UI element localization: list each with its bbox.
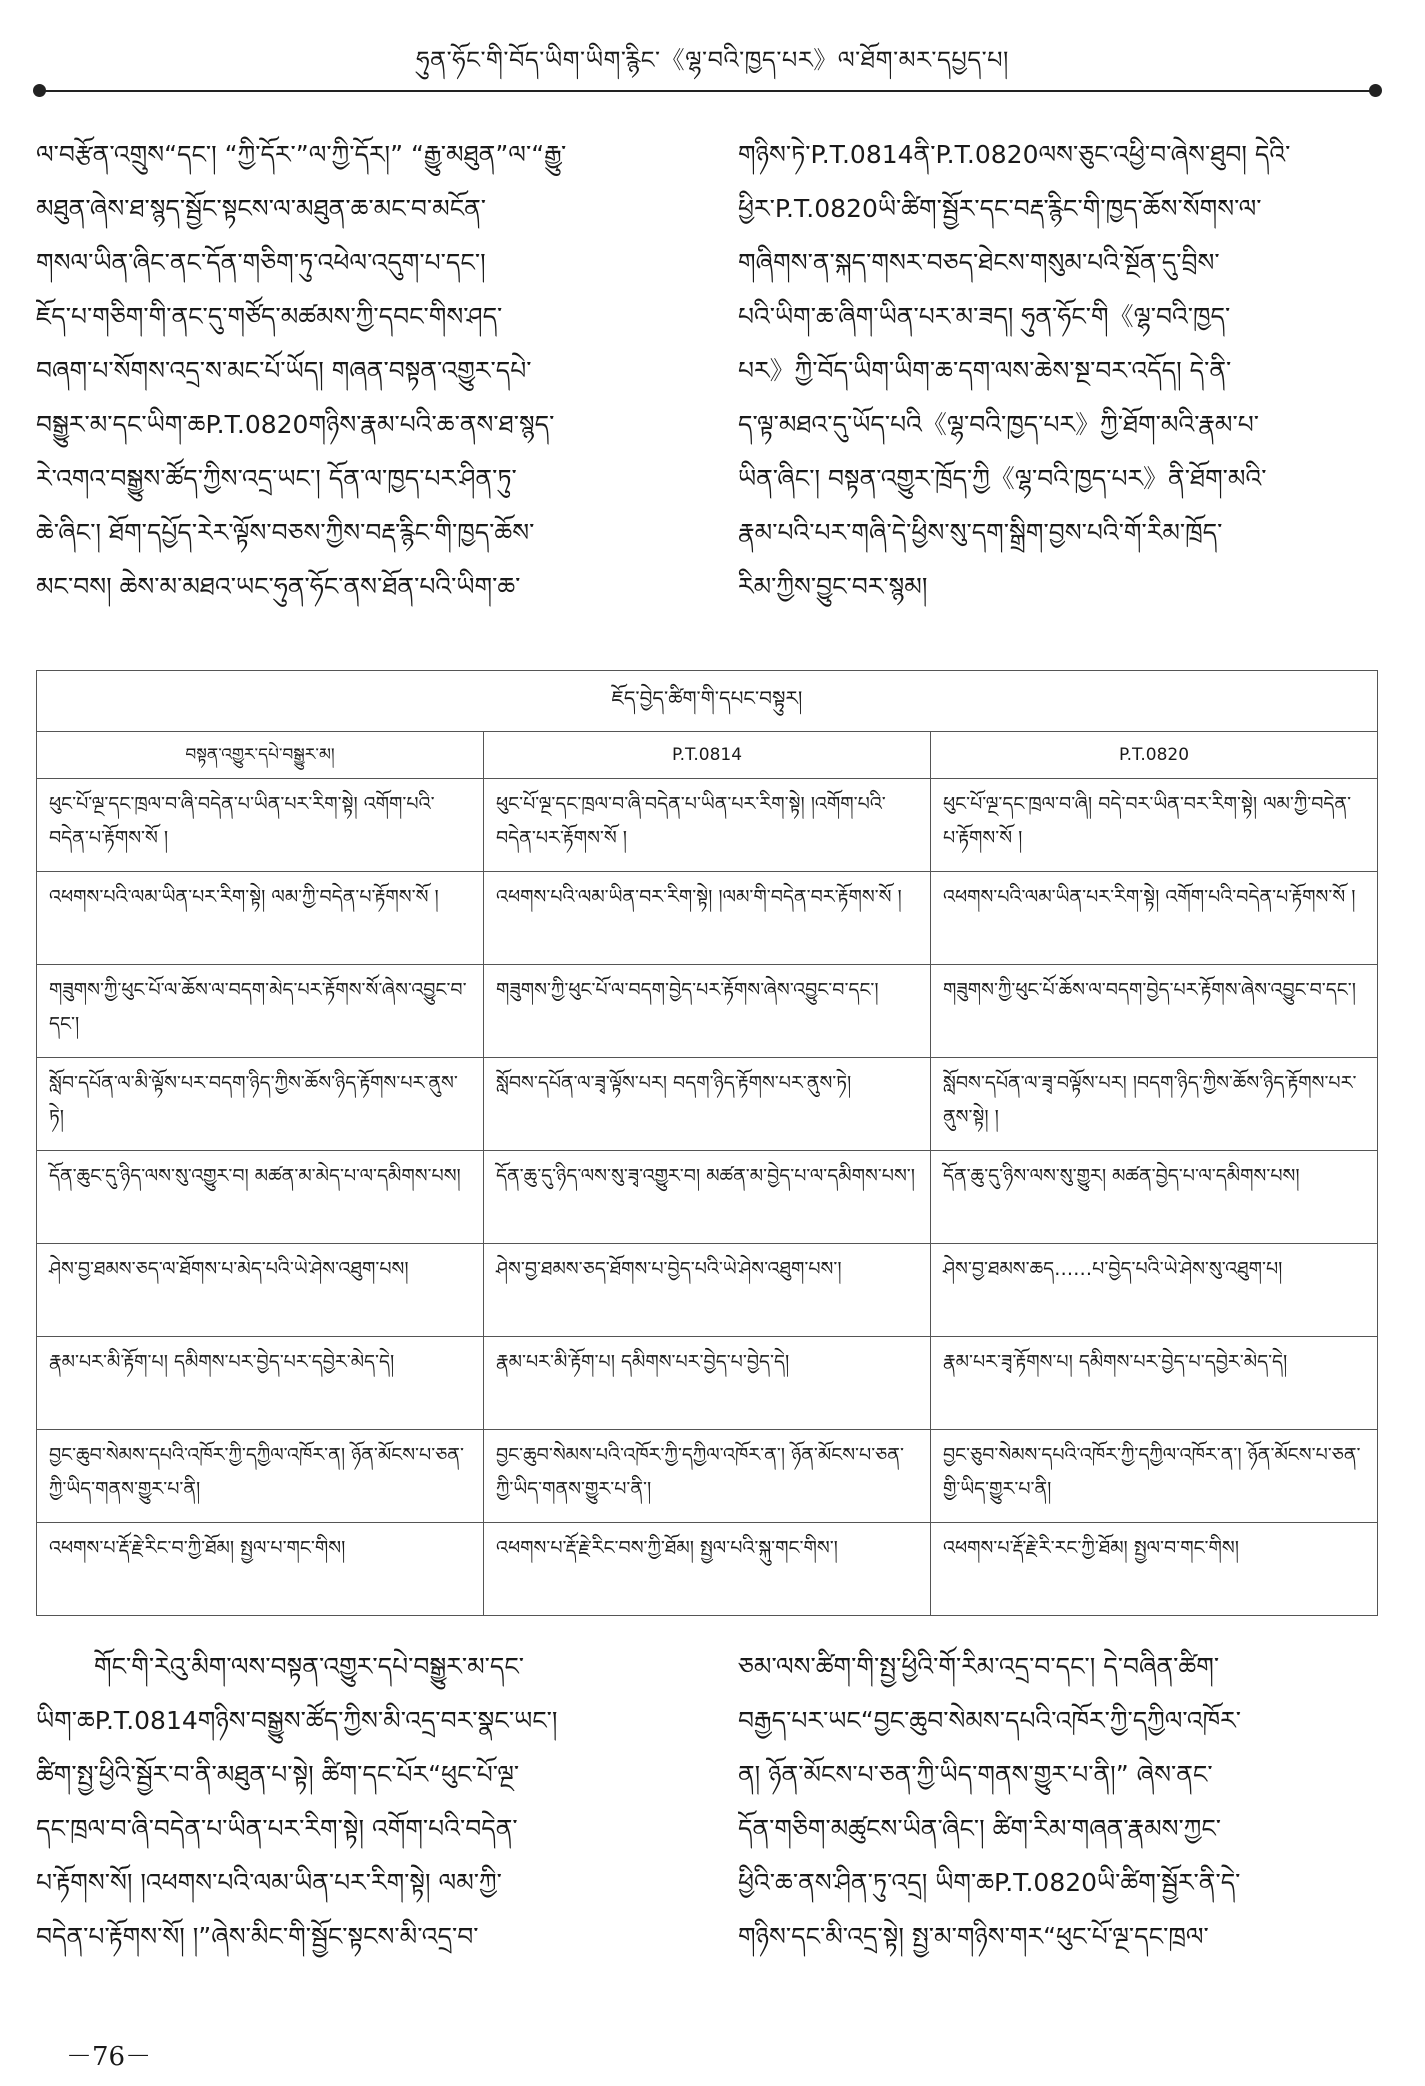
text-line: ཅམ་ལས་ཚིག་གི་སྤྱ་ཕྱིའི་གོ་རིམ་འདྲ་བ་དང་། དེ་བཞིན་ཚིག་ — [738, 1652, 1220, 1681]
body-bottom-left-column — [36, 1640, 686, 1964]
table-row — [37, 1523, 1378, 1616]
table-cell: འཕགས་པའི་ལམ་ཡིན་བར་རིག་སྟེ། །ལམ་གི་བདེན་བར་རྟོགས་སོ ། — [484, 872, 931, 965]
text-line: བཞག་པ་སོགས་འདྲ་ས་མང་པོ་ཡོད། གཞན་བསྟན་འགྱུར་དཔེ་ — [36, 356, 532, 385]
text-line: པར》ཀྱི་བོད་ཡིག་ཡིག་ཆ་དག་ལས་ཆེས་སྔ་བར་འདོད། དེ་ནི་ — [738, 356, 1232, 385]
text-line: ཕྱིར་P.T.0820ཡི་ཚིག་སྦྱོར་དང་བརྡ་རྙིང་གི་ཁྱད་ཆོས་སོགས་ལ་ — [738, 194, 1262, 223]
text-line: ཚིག་སྤྱ་ཕྱིའི་སྦྱོར་བ་ནི་མཐུན་པ་སྟེ། ཚིག་དང་པོར“ཕུང་པོ་ལྔ་ — [36, 1760, 520, 1789]
text-line: གཉིས་ཏེ་P.T.0814ནི་P.T.0820ལས་ཅུང་འཕྱི་བ་ཞེས་ཐུབ། དེའི་ — [738, 140, 1291, 169]
text-line: མང་བས། ཆེས་མ་མཐའ་ཡང་ཧུན་ཧོང་ནས་ཐོན་པའི་ཡིག་ཆ་ — [36, 572, 521, 601]
table-row — [37, 1058, 1378, 1151]
table-row — [37, 1337, 1378, 1430]
table-row — [37, 965, 1378, 1058]
table-cell: སློབ་དཔོན་ལ་མི་ལྟོས་པར་བདག་ཉིད་ཀྱིས་ཆོས་ཉིད་རྟོགས་པར་ནུས་ཏེ། — [37, 1058, 484, 1151]
table-cell: དོན་ཆུ་དུ་ཉིད་ལས་སུ་ཟྭ་འགྱུར་བ། མཚན་མ་བྱེད་པ་ལ་དམིགས་པས་། — [484, 1151, 931, 1244]
table-row — [37, 1151, 1378, 1244]
text-line: དང་ཁྲལ་བ་ཞི་བདེན་པ་ཡིན་པར་རིག་སྟེ། འགོག་པའི་བདེན་ — [36, 1814, 518, 1843]
table-cell: དོན་ཆུ་དུ་ཉིས་ལས་སུ་གྱུར། མཚན་བྱེད་པ་ལ་དམིགས་པས། — [931, 1151, 1378, 1244]
table-cell: འཕགས་པ་རྡོ་རྗེ་རིང་བ་ཀྱི་ཐོམ། སྤྱལ་པ་གང་གིས། — [37, 1523, 484, 1616]
table-row — [37, 1244, 1378, 1337]
rule-dot-right — [1369, 84, 1382, 97]
text-line: དོན་གཅིག་མཚུངས་ཡིན་ཞིང་། ཚིག་རིམ་གཞན་རྣམས་ཀྱང་ — [738, 1814, 1222, 1843]
table-cell: གཟུགས་ཀྱི་ཕུང་པོ་ལ་ཆོས་ལ་བདག་མེད་པར་རྟོགས་སོ་ཞེས་འབྱུང་བ་དང་། — [37, 965, 484, 1058]
body-bottom-right-column — [738, 1640, 1388, 1964]
text-line: ཡིན་ཞིང་། བསྟན་འགྱུར་ཁྲོད་ཀྱི《ལྷ་བའི་ཁྱད་པར》ནི་ཐོག་མའི་ — [738, 464, 1267, 493]
table-cell: རྣམ་པར་མི་རྟོག་པ། དམིགས་པར་བྱེད་པ་བྱེད་དེ། — [484, 1337, 931, 1430]
table-cell: བྱང་ཆུབ་སེམས་དཔའི་འཁོར་ཀྱི་དཀྱིལ་འཁོར་ན། ཉོན་མོངས་པ་ཅན་ཀྱི་ཡིད་གནས་གྱུར་པ་ནི། — [37, 1430, 484, 1523]
text-line: རིམ་ཀྱིས་བྱུང་བར་སྙམ། — [738, 572, 928, 601]
text-line: བསྒྱུར་མ་དང་ཡིག་ཆP.T.0820གཉིས་རྣམ་པའི་ཆ་ནས་ཐ་སྙད་ — [36, 410, 555, 439]
table-cell: ཤེས་བྱ་ཐམས་ཅད་ལ་ཐོགས་པ་མེད་པའི་ཡེ་ཤེས་འཐུག་པས། — [37, 1244, 484, 1337]
table-row — [37, 779, 1378, 872]
column-header: བསྟན་འགྱུར་དཔེ་བསྒྱུར་མ། — [37, 732, 484, 779]
table-cell: ཕུང་པོ་ལྔ་དང་ཁྲལ་བ་ཞི་བདེན་པ་ཡིན་པར་རིག་སྟེ། འགོག་པའི་བདེན་པ་རྟོགས་སོ ། — [37, 779, 484, 872]
table-cell: གཟུགས་ཀྱི་ཕུང་པོ་ལ་བདག་བྱེད་པར་རྟོགས་ཞེས་འབྱུང་བ་དང་། — [484, 965, 931, 1058]
page-number: －76－ — [66, 2042, 152, 2072]
running-header: ཧུན་ཧོང་གི་བོད་ཡིག་ཡིག་རྙིང་《ལྷ་བའི་ཁྱད་པར》ལ་ཐོག་མར་དཔྱད་པ། — [416, 46, 1009, 74]
table-cell: ཕུང་པོ་ལྔ་དང་ཁྲལ་བ་ཞི་བདེན་པ་ཡིན་པར་རིག་སྟེ། །འགོག་པའི་བདེན་པར་རྟོགས་སོ ། — [484, 779, 931, 872]
text-line: པ་རྟོགས་སོ། །འཕགས་པའི་ལམ་ཡིན་པར་རིག་སྟེ། ལམ་ཀྱི་ — [36, 1868, 502, 1897]
text-line: མཐུན་ཞེས་ཐ་སྙད་སྦྱོང་སྟངས་ལ་མཐུན་ཆ་མང་བ་མངོན་ — [36, 194, 487, 223]
text-line: བརྒྱད་པར་ཡང“བྱང་ཆུབ་སེམས་དཔའི་འཁོར་ཀྱི་དཀྱིལ་འཁོར་ — [738, 1706, 1242, 1735]
table-cell: རྣམ་པར་ཟྭ་རྟོགས་པ། དམིགས་པར་བྱེད་པ་དབྱེར་མེད་དེ། — [931, 1337, 1378, 1430]
text-line: ད་ལྟ་མཐའ་དུ་ཡོད་པའི《ལྷ་བའི་ཁྱད་པར》ཀྱི་ཐོག་མའི་རྣམ་པ་ — [738, 410, 1259, 439]
table-cell: རྣམ་པར་མི་རྟོག་པ། དམིགས་པར་བྱེད་པར་དབྱེར་མེད་དེ། — [37, 1337, 484, 1430]
header-rule — [38, 90, 1376, 92]
text-line: ཆེ་ཞིང་། ཐོག་དཔྱོད་རེར་ལྟོས་བཅས་ཀྱིས་བརྡ་རྙིང་གི་ཁྱད་ཆོས་ — [36, 518, 535, 547]
table-cell: ཤེས་བྱ་ཐམས་ཅད་ཐོགས་པ་བྱེད་པའི་ཡེ་ཤེས་འཐུག་པས་། — [484, 1244, 931, 1337]
text-line: ཕྱིའི་ཆ་ནས་ཤིན་ཏུ་འདྲ། ཡིག་ཆP.T.0820ཡི་ཚིག་སྦྱོར་ནི་དེ་ — [738, 1868, 1241, 1897]
text-line: ཇོད་པ་གཅིག་གི་ནང་དུ་གཙོད་མཚམས་ཀྱི་དབང་གིས་ཤད་ — [36, 302, 503, 331]
comparison-table — [36, 670, 1378, 1616]
text-line: གཞིགས་ན་སྐད་གསར་བཅད་ཐེངས་གསུམ་པའི་སྔོན་དུ་བྲིས་ — [738, 248, 1220, 277]
text-line: གསལ་ཡིན་ཞིང་ནང་དོན་གཅིག་ཏུ་འཕེལ་འདུག་པ་དང་། — [36, 248, 486, 277]
text-line: རྣམ་པའི་པར་གཞི་དེ་ཕྱིས་སུ་དག་སྒྲིག་བྱས་པའི་གོ་རིམ་ཁྲོད་ — [738, 518, 1223, 547]
table-cell: ཕུང་པོ་ལྔ་དང་ཁྲལ་བ་ཞི། བདེ་བར་ཡིན་བར་རིག་སྟེ། ལམ་ཀྱི་བདེན་པ་རྟོགས་སོ ། — [931, 779, 1378, 872]
table-row — [37, 872, 1378, 965]
table-cell: འཕགས་པ་རྡོ་རྗེ་རི་རང་ཀྱི་ཐོམ། སྤྱལ་བ་གང་གིས། — [931, 1523, 1378, 1616]
table-cell: འཕགས་པ་རྡོ་རྗེ་རིང་བས་ཀྱི་ཐོམ། སྤྱལ་པའི་སྐུ་གང་གིས་། — [484, 1523, 931, 1616]
body-top-left-column — [36, 128, 686, 614]
table-cell: ཤེས་བྱ་ཐམས་ཆད……པ་བྱེད་པའི་ཡེ་ཤེས་སུ་འཐུག་པ། — [931, 1244, 1378, 1337]
table-cell: བྱང་ཅུབ་སེམས་དཔའི་འཁོར་ཀྱི་དཀྱིལ་འཁོར་ན་། ཉོན་མོངས་པ་ཅན་གྱི་ཡིད་གྱུར་པ་ནི། — [931, 1430, 1378, 1523]
text-line: གཉིས་དང་མི་འདྲ་སྟེ། སྤྱ་མ་གཉིས་གར“ཕུང་པོ་ལྔ་དང་ཁྲལ་ — [738, 1922, 1209, 1951]
text-line: ལ་བརྩོན་འགྲུས“དང་། “ཀྱི་དོར་”ལ་ཀྱི་དོར།” “རྒྱུ་མཐུན”ལ་“རྒྱུ་ — [36, 140, 567, 169]
text-line: པའི་ཡིག་ཆ་ཞིག་ཡིན་པར་མ་ཟད། ཧུན་ཧོང་གི《ལྷ་བའི་ཁྱད་ — [738, 302, 1231, 331]
table-cell: སློབས་དཔོན་ལ་ཟྭ་ལྟོས་པར། བདག་ཉིད་རྟོགས་པར་ནུས་ཏེ། — [484, 1058, 931, 1151]
text-line: ན། ཉོན་མོངས་པ་ཅན་ཀྱི་ཡིད་གནས་གྱུར་པ་ནི།” ཞེས་ནང་ — [738, 1760, 1213, 1789]
table-cell: གཟུགས་ཀྱི་ཕུང་པོ་ཆོས་ལ་བདག་བྱེད་པར་རྟོགས་ཞེས་འབྱུང་བ་དང་། — [931, 965, 1378, 1058]
column-header: P.T.0814 — [484, 732, 931, 779]
table-cell: འཕགས་པའི་ལམ་ཡིན་པར་རིག་སྟེ། ལམ་ཀྱི་བདེན་པ་རྟོགས་སོ ། — [37, 872, 484, 965]
text-line: གོང་གི་རེའུ་མིག་ལས་བསྟན་འགྱུར་དཔེ་བསྒྱུར་མ་དང་ — [94, 1652, 525, 1681]
body-top-right-column — [738, 128, 1388, 614]
text-line: ཡིག་ཆP.T.0814གཉིས་བསྒྱུས་ཚོད་ཀྱིས་མི་འདྲ་བར་སྣང་ཡང་། — [36, 1706, 558, 1735]
table-cell: བྱང་ཆུབ་སེམས་པའི་འཁོར་ཀྱི་དཀྱིལ་འཁོར་ན་། ཉོན་མོངས་པ་ཅན་ཀྱི་ཡིད་གནས་གྱུར་པ་ནི་། — [484, 1430, 931, 1523]
table-cell: དོན་ཆུང་དུ་ཉིད་ལས་སུ་འགྱུར་བ། མཚན་མ་མེད་པ་ལ་དམིགས་པས། — [37, 1151, 484, 1244]
table-cell: སློབས་དཔོན་ལ་ཟྭ་བལྟོས་པར། །བདག་ཉིད་ཀྱིས་ཆོས་ཉིད་རྟོགས་པར་ནུས་སྟེ། ། — [931, 1058, 1378, 1151]
text-line: བདེན་པ་རྟོགས་སོ། །”ཞེས་མིང་གི་སྦྱོང་སྟངས་མི་འདྲ་བ་ — [36, 1922, 479, 1951]
table-title: ཇོད་བྱེད་ཚིག་གི་དཔང་བསྟུར། — [37, 671, 1378, 732]
column-header: P.T.0820 — [931, 732, 1378, 779]
table-cell: འཕགས་པའི་ལམ་ཡིན་པར་རིག་སྟེ། འགོག་པའི་བདེན་པ་རྟོགས་སོ ། — [931, 872, 1378, 965]
text-line: རེ་འགའ་བསྒྱུས་ཚོད་ཀྱིས་འདྲ་ཡང་། དོན་ལ་ཁྱད་པར་ཤིན་ཏུ་ — [36, 464, 517, 493]
table-row — [37, 1430, 1378, 1523]
